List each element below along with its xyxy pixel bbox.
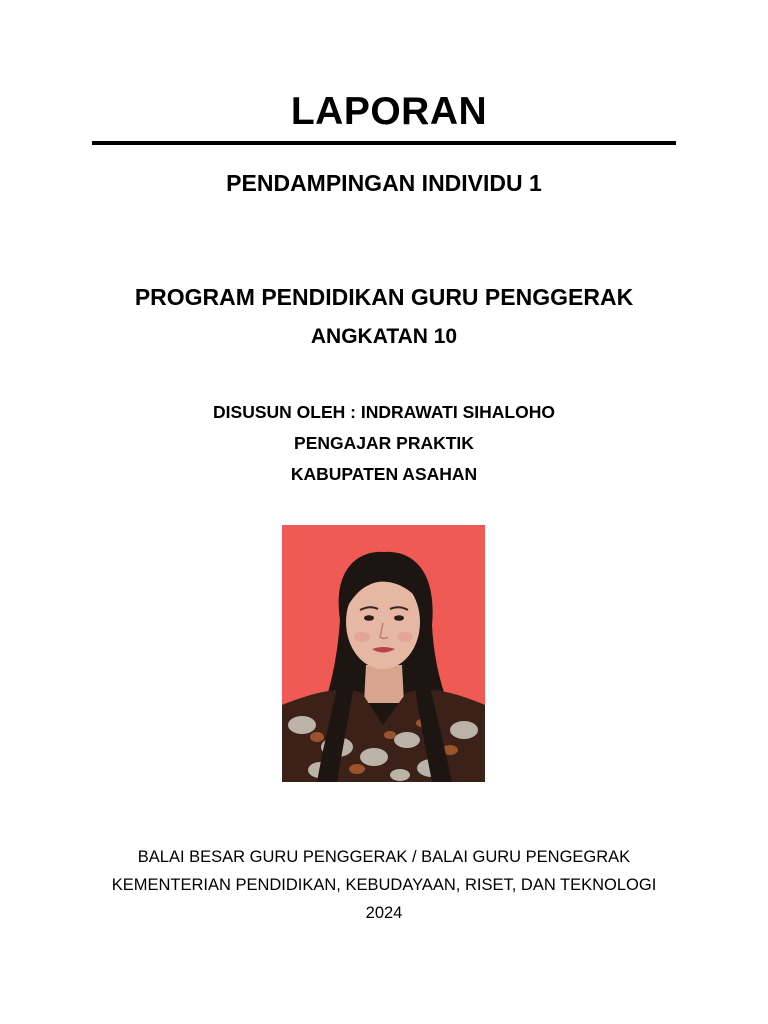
institution-name: BALAI BESAR GURU PENGGERAK / BALAI GURU PENGEGRAK <box>137 848 631 866</box>
report-title: LAPORAN <box>290 90 488 133</box>
ministry-name: KEMENTERIAN PENDIDIKAN, KEBUDAYAAN, RISET, DAN TEKNOLOGI <box>111 876 657 894</box>
report-subtitle: PENDAMPINGAN INDIVIDU 1 <box>226 170 542 196</box>
author-line: DISUSUN OLEH : INDRAWATI SIHALOHO <box>213 402 555 422</box>
report-year: 2024 <box>365 904 403 922</box>
title-underline-rule <box>92 141 676 145</box>
author-region: KABUPATEN ASAHAN <box>290 464 478 484</box>
cohort-label: ANGKATAN 10 <box>310 325 458 348</box>
author-role: PENGAJAR PRAKTIK <box>294 433 474 453</box>
program-name: PROGRAM PENDIDIKAN GURU PENGGERAK <box>134 284 634 310</box>
author-portrait-photo <box>282 525 485 782</box>
